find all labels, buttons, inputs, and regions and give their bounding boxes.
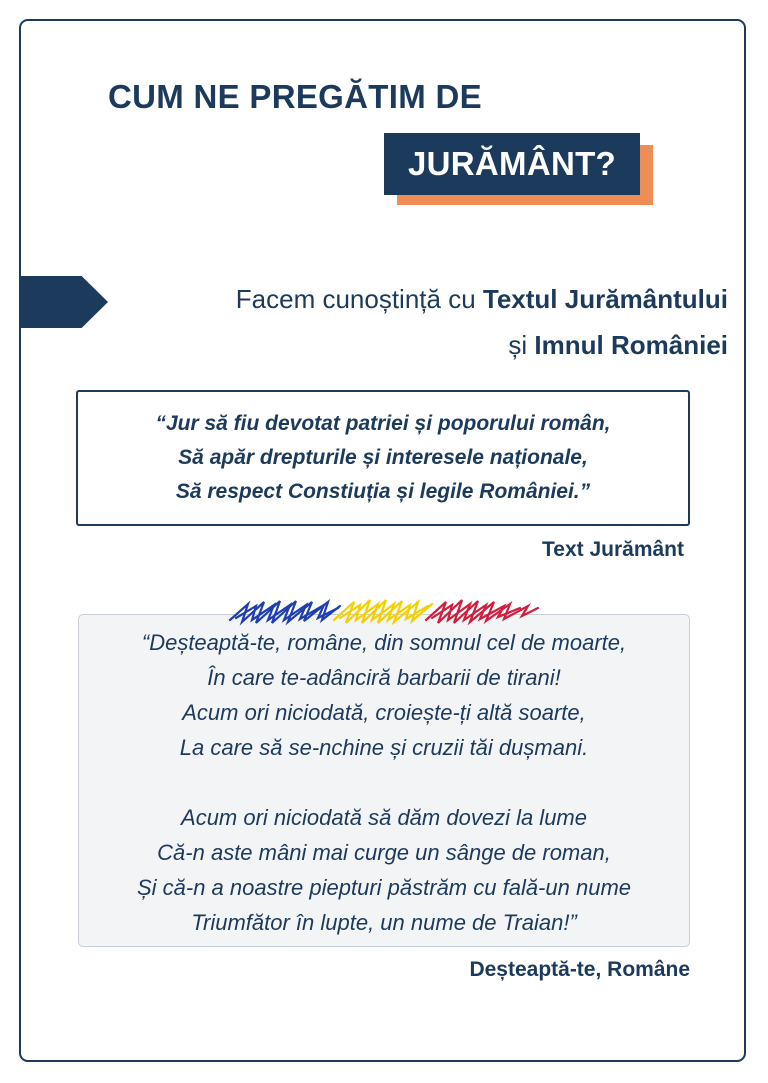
anthem-line: Și că-n a noastre piepturi păstrăm cu fală-un nume xyxy=(136,875,632,900)
anthem-line: Acum ori niciodată, croiește-ți altă soarte, xyxy=(182,700,586,725)
intro-line1 xyxy=(236,276,728,322)
intro-part2: și xyxy=(508,330,535,360)
flag-yellow-strokes xyxy=(334,600,432,623)
anthem-line: La care să se-nchine și cruzii tăi dușmani. xyxy=(179,735,589,760)
intro-part1: Facem cunoștință cu xyxy=(235,284,483,314)
page-title-line1: CUM NE PREGĂTIM DE xyxy=(108,78,482,115)
anthem-line: Triumfător în lupte, un nume de Traian!” xyxy=(191,910,577,935)
flag-red-strokes xyxy=(426,600,538,623)
flag-blue-strokes xyxy=(230,601,340,623)
anthem-line: În care te-adânciră barbarii de tirani! xyxy=(207,665,561,690)
oath-caption: Text Jurământ xyxy=(542,538,684,561)
intro-line2 xyxy=(236,322,728,368)
page-title-line2: JURĂMÂNT? xyxy=(384,133,640,195)
stanza-gap xyxy=(79,765,689,800)
oath-line: Să apăr drepturile și interesele naționale, xyxy=(178,446,588,469)
romanian-flag-scribble-icon xyxy=(228,596,540,626)
oath-quote-box xyxy=(76,390,690,526)
intro-bold2: Imnul României xyxy=(534,330,728,360)
intro-text xyxy=(236,276,728,368)
anthem-caption: Deșteaptă-te, Române xyxy=(469,958,690,981)
anthem-quote-box xyxy=(78,614,690,947)
anthem-line: Că-n aste mâni mai curge un sânge de roman, xyxy=(157,840,611,865)
anthem-line: Acum ori niciodată să dăm dovezi la lume xyxy=(181,805,587,830)
anthem-line: “Deșteaptă-te, române, din somnul cel de moarte, xyxy=(141,630,627,655)
oath-line: “Jur să fiu devotat patriei și poporului român, xyxy=(155,412,611,435)
intro-bold1: Textul Jurământului xyxy=(482,284,728,314)
oath-line: Să respect Constiuția și legile României.” xyxy=(175,480,591,503)
